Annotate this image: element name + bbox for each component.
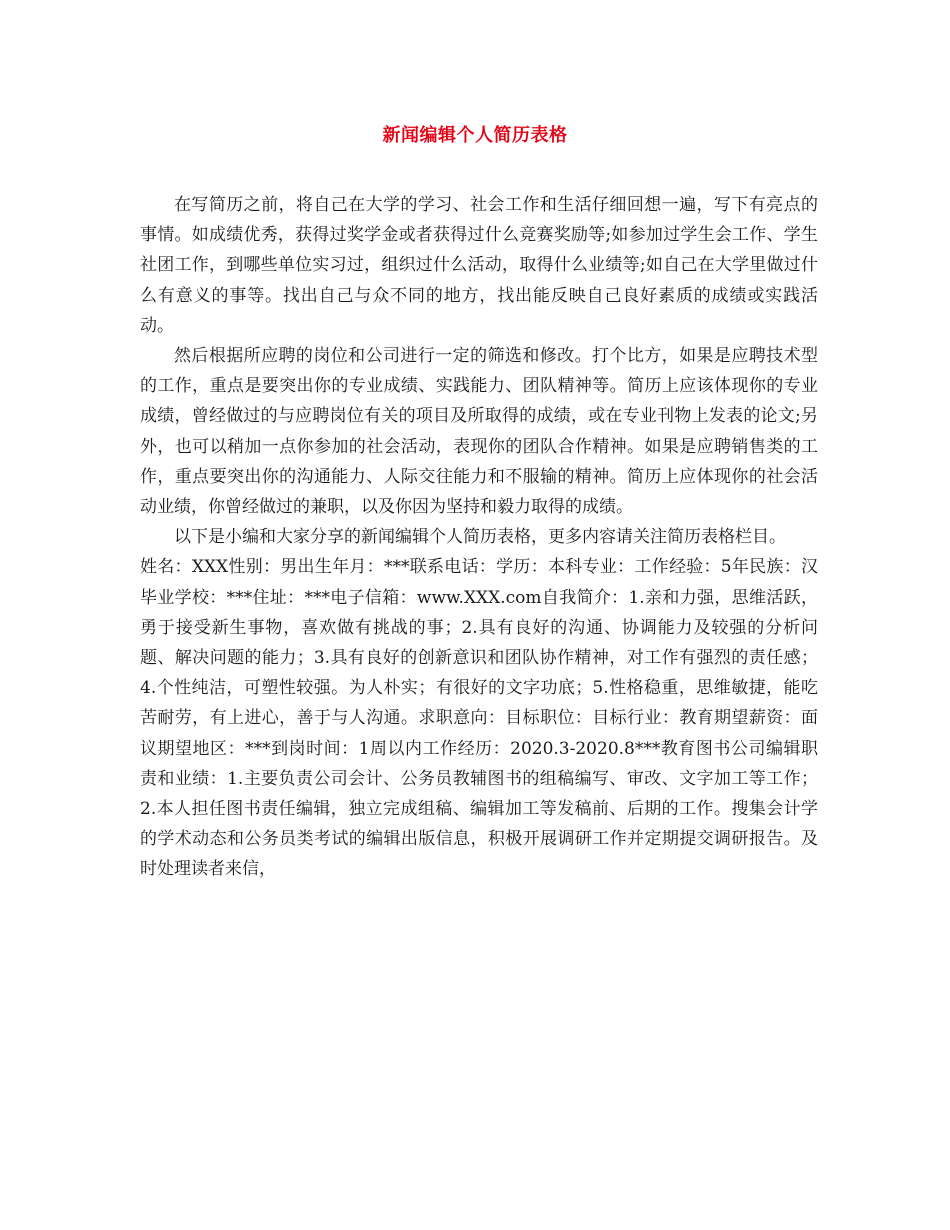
paragraph-tailoring: 然后根据所应聘的岗位和公司进行一定的筛选和修改。打个比方，如果是应聘技术型的工作，重点是要突出你的专业成绩、实践能力、团队精神等。简历上应该体现你的专业成绩，曾经做过的与应聘岗位有关的项目及所取得的成绩，或在专业刊物上发表的论文;另外，也可以稍加一点你参加的社会活动，表现你的团队合作精神。如果是应聘销售类的工作，重点要突出你的沟通能力、人际交往能力和不服输的精神。简历上应体现你的社会活动业绩，你曾经做过的兼职，以及你因为坚持和毅力取得的成绩。 <box>140 346 818 518</box>
resume-block: 姓名：XXX性别：男出生年月：***联系电话：学历：本科专业：工作经验：5年民族：汉毕业学校：***住址：***电子信箱：www.XXX.com自我简介：1.亲和力强，思维活跃，勇于接受新生事物，喜欢做有挑战的事；2.具有良好的沟通、协调能力及较强的分析问题、解决问题的能力；3.具有良好的创新意识和团队协作精神，对工作有强烈的责任感；4.个性纯洁，可塑性较强。为人朴实；有很好的文字功底；5.性格稳重，思维敏捷，能吃苦耐劳，有上进心，善于与人沟通。求职意向：目标职位：目标行业：教育期望薪资：面议期望地区：***到岗时间：1周以内工作经历：2020.3-2020.8***教育图书公司编辑职责和业绩：1.主要负责公司会计、公务员教辅图书的组稿编写、审改、文字加工等工作；2.本人担任图书责任编辑，独立完成组稿、编辑加工等发稿前、后期的工作。搜集会计学的学术动态和公务员类考试的编辑出版信息，积极开展调研工作并定期提交调研报告。及时处理读者来信， <box>140 557 818 880</box>
paragraph-intro: 在写简历之前，将自己在大学的学习、社会工作和生活仔细回想一遍，写下有亮点的事情。如成绩优秀，获得过奖学金或者获得过什么竞赛奖励等;如参加过学生会工作、学生社团工作，到哪些单位实习过，组织过什么活动，取得什么业绩等;如自己在大学里做过什么有意义的事等。找出自己与众不同的地方，找出能反映自己良好素质的成绩或实践活动。 <box>140 195 818 336</box>
document-title: 新闻编辑个人简历表格 <box>382 125 568 146</box>
paragraph-lead-in: 以下是小编和大家分享的新闻编辑个人简历表格，更多内容请关注简历表格栏目。 <box>174 527 786 548</box>
document-body <box>140 190 818 885</box>
